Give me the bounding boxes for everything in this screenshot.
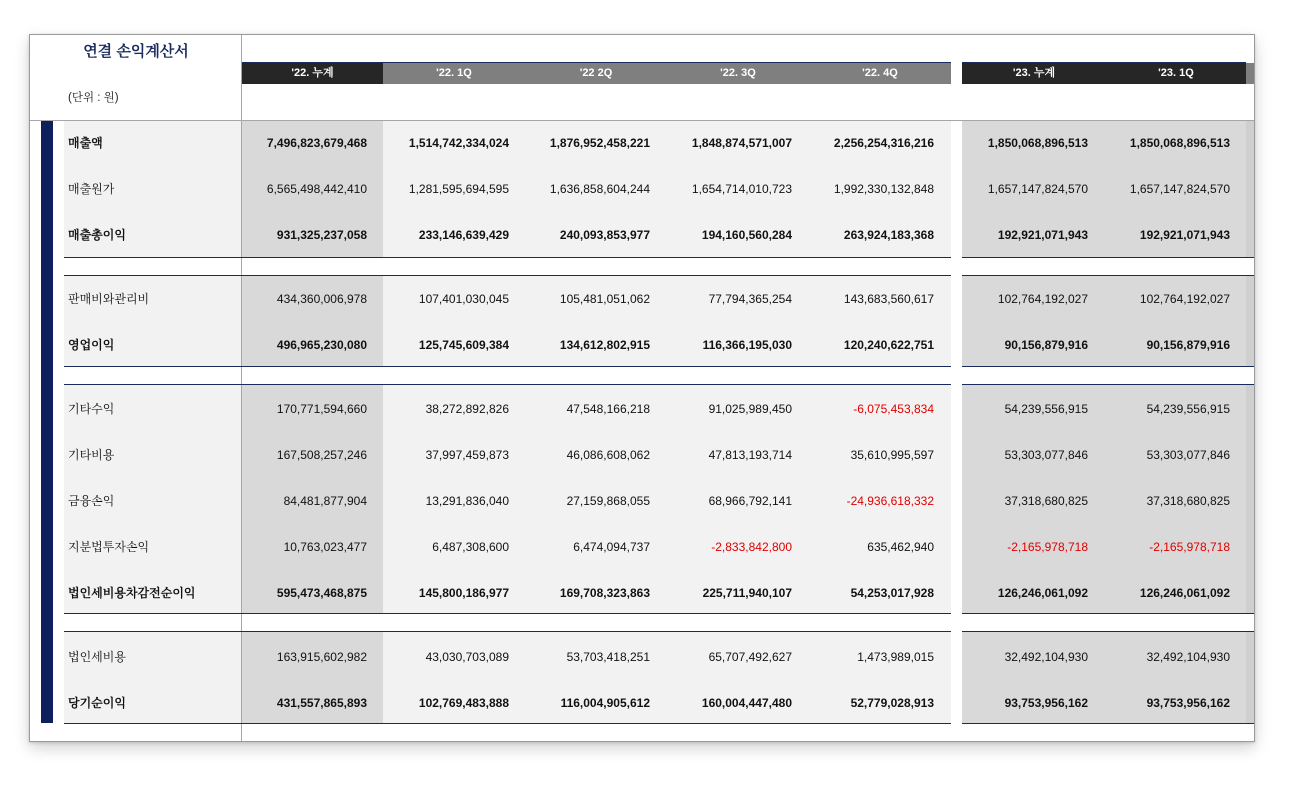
value-cell: 192,921,071,943 — [1139, 228, 1230, 242]
row-group-rule — [64, 275, 951, 276]
value-cell: 1,654,714,010,723 — [691, 182, 792, 196]
value-cell: 90,156,879,916 — [1146, 338, 1230, 352]
column-header-rule — [962, 62, 1106, 63]
value-cell: 496,965,230,080 — [276, 338, 367, 352]
header-bottom-rule — [30, 120, 1255, 121]
value-cell: -2,165,978,718 — [1149, 540, 1230, 554]
value-cell: 116,004,905,612 — [560, 696, 650, 710]
row-group-rule — [64, 257, 951, 258]
column-header: '23. 1Q — [1106, 63, 1246, 84]
value-cell: 2,256,254,316,216 — [833, 136, 934, 150]
value-cell: 170,771,594,660 — [276, 402, 367, 416]
value-cell: 7,496,823,679,468 — [266, 136, 367, 150]
value-cell: 263,924,183,368 — [843, 228, 934, 242]
row-group-rule — [64, 384, 951, 385]
value-cell: 116,366,195,030 — [702, 338, 792, 352]
statement-title: 연결 손익계산서 — [83, 43, 189, 60]
value-cell: 6,565,498,442,410 — [266, 182, 367, 196]
value-cell: 53,703,418,251 — [566, 650, 650, 664]
value-cell: 84,481,877,904 — [283, 494, 367, 508]
row-label: 당기순이익 — [68, 696, 126, 710]
column-header-edge — [1246, 63, 1255, 84]
value-cell: 1,473,989,015 — [857, 650, 934, 664]
value-cell: 134,612,802,915 — [559, 338, 650, 352]
value-cell: 1,876,952,458,221 — [549, 136, 650, 150]
row-label: 영업이익 — [68, 338, 115, 352]
row-group-rule — [64, 631, 951, 632]
row-label: 기타비용 — [68, 448, 115, 462]
row-group-rule — [64, 723, 951, 724]
row-label: 매출총이익 — [68, 228, 126, 242]
value-cell: 37,318,680,825 — [1146, 494, 1230, 508]
row-group-rule — [962, 723, 1255, 724]
column-header-rule — [1106, 62, 1246, 63]
value-cell: 47,813,193,714 — [708, 448, 792, 462]
value-cell: 52,779,028,913 — [850, 696, 934, 710]
row-group-rule — [962, 631, 1255, 632]
column-shade-edge — [1246, 384, 1255, 613]
value-cell: 169,708,323,863 — [559, 586, 650, 600]
value-cell: 46,086,608,062 — [566, 448, 650, 462]
value-cell: 65,707,492,627 — [708, 650, 792, 664]
value-cell: 120,240,622,751 — [843, 338, 934, 352]
value-cell: 6,474,094,737 — [573, 540, 650, 554]
value-cell: 163,915,602,982 — [276, 650, 367, 664]
value-cell: 143,683,560,617 — [843, 292, 934, 306]
value-cell: 37,997,459,873 — [425, 448, 509, 462]
value-cell: 68,966,792,141 — [708, 494, 792, 508]
value-cell: 77,794,365,254 — [708, 292, 792, 306]
column-header: '22. 누계 — [242, 63, 383, 84]
value-cell: 126,246,061,092 — [1139, 586, 1230, 600]
value-cell: 27,159,868,055 — [566, 494, 650, 508]
value-cell: -24,936,618,332 — [846, 494, 934, 508]
column-header: '22. 1Q — [383, 63, 525, 84]
value-cell: 192,921,071,943 — [997, 228, 1088, 242]
value-cell: 102,764,192,027 — [1139, 292, 1230, 306]
row-label: 판매비와관리비 — [68, 292, 150, 306]
row-label: 지분법투자손익 — [68, 540, 150, 554]
value-cell: 126,246,061,092 — [997, 586, 1088, 600]
value-cell: 38,272,892,826 — [425, 402, 509, 416]
value-cell: 233,146,639,429 — [418, 228, 509, 242]
value-cell: 1,850,068,896,513 — [987, 136, 1088, 150]
value-cell: 635,462,940 — [867, 540, 934, 554]
value-cell: -2,833,842,800 — [711, 540, 792, 554]
value-cell: 32,492,104,930 — [1004, 650, 1088, 664]
value-cell: 6,487,308,600 — [432, 540, 509, 554]
column-header: '22 2Q — [525, 63, 667, 84]
value-cell: 53,303,077,846 — [1004, 448, 1088, 462]
value-cell: 32,492,104,930 — [1146, 650, 1230, 664]
value-cell: 1,848,874,571,007 — [691, 136, 792, 150]
value-cell: -2,165,978,718 — [1007, 540, 1088, 554]
row-group-rule — [64, 613, 951, 614]
column-shade-edge — [1246, 631, 1255, 723]
value-cell: 167,508,257,246 — [276, 448, 367, 462]
column-header: '22. 3Q — [667, 63, 809, 84]
row-group-rule — [64, 366, 951, 367]
column-shade-edge — [1246, 275, 1255, 366]
row-group-rule — [962, 384, 1255, 385]
column-header-rule — [525, 62, 667, 63]
value-cell: 105,481,051,062 — [559, 292, 650, 306]
value-cell: 431,557,865,893 — [276, 696, 367, 710]
value-cell: 1,636,858,604,244 — [549, 182, 650, 196]
row-label: 매출원가 — [68, 182, 115, 196]
value-cell: 160,004,447,480 — [701, 696, 792, 710]
value-cell: 54,253,017,928 — [850, 586, 934, 600]
column-shade-edge — [1246, 121, 1255, 257]
column-header: '22. 4Q — [809, 63, 951, 84]
value-cell: 37,318,680,825 — [1004, 494, 1088, 508]
income-statement-sheet — [29, 34, 1255, 742]
value-cell: 54,239,556,915 — [1146, 402, 1230, 416]
column-header: '23. 누계 — [962, 63, 1106, 84]
row-group-rule — [962, 366, 1255, 367]
value-cell: 1,657,147,824,570 — [1129, 182, 1230, 196]
value-cell: 10,763,023,477 — [283, 540, 367, 554]
row-label: 기타수익 — [68, 402, 115, 416]
value-cell: 194,160,560,284 — [701, 228, 792, 242]
row-group-rule — [962, 613, 1255, 614]
value-cell: -6,075,453,834 — [853, 402, 934, 416]
value-cell: 225,711,940,107 — [702, 586, 792, 600]
value-cell: 54,239,556,915 — [1004, 402, 1088, 416]
value-cell: 240,093,853,977 — [559, 228, 650, 242]
value-cell: 102,769,483,888 — [418, 696, 509, 710]
column-header-rule — [242, 62, 383, 63]
value-cell: 93,753,956,162 — [1146, 696, 1230, 710]
value-cell: 47,548,166,218 — [566, 402, 650, 416]
value-cell: 1,657,147,824,570 — [987, 182, 1088, 196]
value-cell: 43,030,703,089 — [425, 650, 509, 664]
value-cell: 102,764,192,027 — [997, 292, 1088, 306]
value-cell: 1,850,068,896,513 — [1129, 136, 1230, 150]
value-cell: 90,156,879,916 — [1004, 338, 1088, 352]
row-label: 법인세비용차감전순이익 — [68, 586, 196, 600]
value-cell: 53,303,077,846 — [1146, 448, 1230, 462]
value-cell: 93,753,956,162 — [1004, 696, 1088, 710]
unit-label: (단위 : 원) — [68, 92, 119, 104]
column-header-rule — [809, 62, 951, 63]
column-header-rule — [383, 62, 525, 63]
value-cell: 91,025,989,450 — [708, 402, 792, 416]
value-cell: 13,291,836,040 — [425, 494, 509, 508]
value-cell: 1,514,742,334,024 — [408, 136, 509, 150]
row-label: 금융손익 — [68, 494, 115, 508]
value-cell: 107,401,030,045 — [418, 292, 509, 306]
value-cell: 1,281,595,694,595 — [408, 182, 509, 196]
accent-bar — [41, 121, 53, 723]
column-header-rule — [667, 62, 809, 63]
row-label: 매출액 — [68, 136, 103, 150]
value-cell: 931,325,237,058 — [276, 228, 367, 242]
row-group-rule — [962, 275, 1255, 276]
row-group-rule — [962, 257, 1255, 258]
value-cell: 434,360,006,978 — [276, 292, 367, 306]
row-label: 법인세비용 — [68, 650, 126, 664]
value-cell: 595,473,468,875 — [276, 586, 367, 600]
value-cell: 1,992,330,132,848 — [833, 182, 934, 196]
value-cell: 125,745,609,384 — [418, 338, 509, 352]
value-cell: 35,610,995,597 — [850, 448, 934, 462]
value-cell: 145,800,186,977 — [418, 586, 509, 600]
